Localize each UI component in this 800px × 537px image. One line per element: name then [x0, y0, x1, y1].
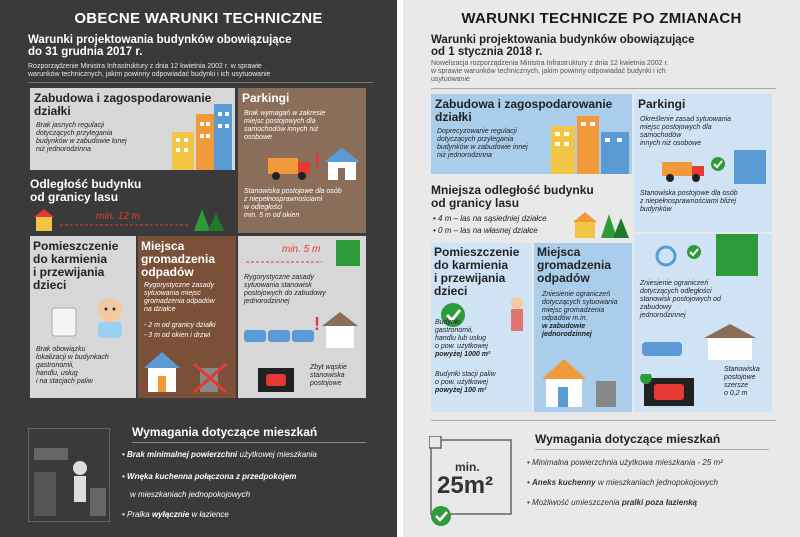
right-karmienia-heading-4: dzieci [434, 284, 468, 298]
left-parkingi-text-2: miejsc postojowych dla [244, 118, 316, 125]
left-divider-top [28, 82, 373, 83]
right-odpady-text-5: w zabudowie [542, 323, 586, 330]
left-regulation-1: Rozporządzenie Ministra Infrastruktury z dnia 12 kwietnia 2002 r. w sprawie [28, 63, 262, 70]
right-odpady-heading-2: gromadzenia [537, 258, 612, 272]
left-parking2-text-2: sytuowania stanowisk [244, 282, 312, 289]
right-parkingi-text-1: Określenie zasad sytuowania [640, 116, 732, 123]
right-parking2-text2-3: szersze [724, 382, 749, 389]
left-parking2-text-4: jednorodzinnej [244, 298, 290, 305]
baby-icon [50, 294, 134, 344]
right-regulation-2: w sprawie warunków technicznych, jakim powinny odpowiadać budynki i ich [431, 68, 666, 75]
right-odpady-heading-1: Miejsca [537, 245, 581, 259]
right-mieszkania-bullet-3: • Możliwość umieszczenia pralki poza łazienką [527, 498, 697, 507]
right-karmienia-text-2: gastronomii, [435, 327, 474, 334]
right-parking2-text-2: dotyczących odległości [640, 288, 712, 295]
apartment-icon [28, 428, 110, 522]
narrow-car-icon [258, 368, 294, 392]
left-mieszkania-divider [132, 442, 366, 443]
left-karmienia-heading-3: i przewijania [33, 265, 105, 279]
right-karmienia-text2-3: powyżej 100 m² [435, 387, 487, 394]
right-odpady-text-1: Zniesienie ograniczeń [542, 291, 611, 298]
right-zabudowa-text-3: budynków w zabudowie innej [437, 144, 528, 151]
left-parking2-distance: min. 5 m [282, 244, 321, 255]
left-karmienia-text-1: Brak obowiązku [36, 346, 86, 353]
left-parkingi-heading: Parkingi [242, 91, 290, 105]
right-las-bullet-2: • 0 m – las na własnej działce [433, 226, 538, 235]
right-title: WARUNKI TECHNICZE PO ZMIANACH [461, 10, 742, 27]
left-parkingi-text2-3: w odległości [244, 204, 283, 211]
right-parking2-text-5: jednorodzinnej [640, 312, 686, 319]
right-karmienia-text-3: handlu lub usług [435, 335, 486, 342]
left-mieszkania-bullet-1: • Brak minimalnej powierzchni użytkowej mieszkania [122, 450, 317, 459]
right-divider-bottom [431, 420, 776, 421]
right-karmienia-heading-1: Pomieszczenie [434, 245, 520, 259]
right-parking2-text2-4: o 0,2 m [724, 390, 748, 397]
left-mieszkania-heading: Wymagania dotyczące mieszkań [132, 425, 318, 439]
right-karmienia-heading-3: i przewijania [434, 271, 506, 285]
right-odpady-box [534, 243, 632, 412]
right-panel [403, 0, 800, 537]
left-mieszkania-bullet-3: w mieszkaniach jednopokojowych [130, 490, 251, 499]
svg-text:!: ! [314, 151, 321, 173]
left-subtitle-2: do 31 grudnia 2017 r. [28, 46, 143, 58]
right-zabudowa-text-1: Doprecyzowanie regulacji [437, 128, 517, 135]
truck-check-icon [660, 146, 768, 186]
right-parkingi-text2-1: Stanowiska postojowe dla osób [640, 190, 738, 197]
left-karmienia-heading-1: Pomieszczenie [33, 239, 119, 253]
wide-car-icon [640, 374, 698, 408]
left-las-heading-2: od granicy lasu [30, 190, 119, 204]
left-karmienia-heading-4: dzieci [33, 278, 67, 292]
left-karmienia-text-4: handlu, usług [36, 370, 78, 377]
left-odpady-text-1: Rygorystyczne zasady [144, 282, 215, 289]
right-mieszkania-divider [535, 449, 769, 450]
right-parking2-text-1: Zniesienie ograniczeń [640, 280, 709, 287]
left-zabudowa-text-3: budynków w zabudowie lonej [36, 138, 127, 145]
buildings-icon [170, 104, 234, 170]
right-zabudowa-heading-2: działki [435, 110, 472, 124]
left-parkingi-text-3: samochodów innych niż [244, 126, 319, 133]
right-parking2-text2-1: Stanowiska [724, 366, 760, 373]
right-parking2-box [634, 234, 772, 412]
right-regulation-1: Nowelizacja rozporządzenia Ministra Infrastruktury z dnia 12 kwietnia 2002 r. [431, 60, 669, 67]
left-odpady-heading-3: odpadów [141, 265, 194, 279]
left-zabudowa-heading-2: działki [34, 104, 71, 118]
cars-house-icon [242, 310, 362, 350]
house-bin-icon [142, 348, 232, 394]
left-zabudowa-text-2: dotyczących przylegania [36, 130, 113, 137]
left-las-heading-1: Odległość budynku [30, 177, 142, 191]
left-parking2-text2-3: postojowe [310, 380, 342, 387]
right-mieszkania-bullet-2: • Aneks kuchenny w mieszkaniach jednopokojowych [527, 478, 718, 487]
left-odpady-text-3: gromadzenia odpadów [144, 298, 215, 305]
right-mieszkania-heading: Wymagania dotyczące mieszkań [535, 432, 721, 446]
truck-house-icon [266, 140, 362, 184]
right-parkingi-text2-2: z niepełnosprawnościami bliżej [640, 198, 737, 205]
right-odpady-text-2: dotyczących sytuowania [542, 299, 618, 306]
right-karmienia-text-1: Budynki [435, 319, 460, 326]
left-parkingi-text2-1: Stanowiska postojowe dla osób [244, 188, 342, 195]
right-subtitle-1: Warunki projektowania budynków obowiązujące [431, 34, 695, 46]
right-zabudowa-box [431, 94, 632, 174]
wheelchair-building-icon [654, 234, 766, 276]
left-odpady-heading-1: Miejsca [141, 239, 185, 253]
left-parkingi-box [238, 88, 366, 233]
area-badge-min: min. [455, 460, 480, 474]
right-parkingi-text-2: miejsc postojowych dla [640, 124, 712, 131]
left-regulation-2: warunków technicznych, jakim powinny odpowiadać budynki i ich usytuowanie [28, 71, 271, 78]
area-badge-value: 25m² [437, 472, 494, 499]
right-parkingi-text-3: samochodów [640, 132, 682, 139]
left-las-distance: min. 12 m [96, 211, 140, 222]
left-zabudowa-text-1: Brak jasnych regulacji [36, 122, 105, 129]
left-parking2-text2-2: stanowiska [310, 372, 345, 379]
right-las-heading-2: od granicy lasu [431, 196, 520, 210]
left-parkingi-text-1: Brak wymagań w zakresie [244, 110, 326, 117]
house-forest-icon [571, 208, 629, 240]
left-subtitle-1: Warunki projektowania budynków obowiązujące [28, 34, 292, 46]
right-zabudowa-text-2: dotyczących przylegania [437, 136, 514, 143]
right-parkingi-text-4: innych niż osobowe [640, 140, 702, 147]
right-parking2-text-4: zabudowy [640, 304, 672, 311]
left-parkingi-text-4: osobowe [244, 134, 273, 141]
left-karmienia-text-5: i na stacjach paliw [36, 378, 93, 385]
house-bin-icon [540, 355, 630, 409]
car-house-icon [638, 322, 768, 362]
svg-text:!: ! [314, 314, 320, 334]
left-karmienia-text-2: lokalizacji w budynkach [36, 354, 109, 361]
left-odpady-text-2: sytuowania miejsc [144, 290, 201, 297]
right-karmienia-box [431, 243, 532, 412]
right-las-bullet-1: • 4 m – las na sąsiedniej działce [433, 214, 547, 223]
right-regulation-3: usytuowanie [431, 76, 470, 83]
left-title: OBECNE WARUNKI TECHNICZNE [74, 10, 323, 27]
left-parking2-text-3: postojowych do zabudowy [244, 290, 326, 297]
right-mieszkania-bullet-1: • Minimalna powierzchnia użytkowa mieszkania - 25 m² [527, 458, 723, 467]
left-odpady-dist-1: - 2 m od granicy działki [144, 322, 216, 329]
left-mieszkania-bullet-2: • Wnęka kuchenna połączona z przedpokojem [122, 472, 297, 481]
right-parking2-text-3: stanowisk postojowych od [640, 296, 721, 303]
left-odpady-text-4: na działce [144, 306, 176, 313]
left-zabudowa-heading-1: Zabudowa i zagospodarowanie [34, 91, 212, 105]
left-karmienia-text-3: gastronomii, [36, 362, 75, 369]
buildings-icon [549, 108, 631, 174]
distance-arrow-icon [242, 240, 364, 266]
right-zabudowa-heading-1: Zabudowa i zagospodarowanie [435, 97, 613, 111]
right-odpady-text-6: jednorodzinnej [542, 331, 592, 338]
left-parking2-box [238, 236, 366, 398]
left-panel [0, 0, 397, 537]
right-karmienia-text2-2: o pow. użytkowej [435, 379, 488, 386]
right-subtitle-2: od 1 stycznia 2018 r. [431, 46, 543, 58]
right-karmienia-text2-1: Budynki stacji paliw [435, 371, 496, 378]
left-zabudowa-box [30, 88, 235, 170]
right-odpady-heading-3: odpadów [537, 271, 590, 285]
right-zabudowa-text-4: niż jednorodzinna [437, 152, 492, 159]
left-zabudowa-text-4: niż jednorodzinna [36, 146, 91, 153]
left-parkingi-text2-4: min. 5 m od okien [244, 212, 300, 219]
left-odpady-box [138, 236, 236, 398]
left-parking2-text-1: Rygorystyczne zasady [244, 274, 315, 281]
right-karmienia-text-4: o pow. użytkowej [435, 343, 488, 350]
right-parkingi-text2-3: budynków [640, 206, 672, 213]
left-odpady-dist-2: - 3 m od okien i drzwi [144, 332, 211, 339]
left-parkingi-text2-2: z niepełnosprawnościami [244, 196, 323, 203]
left-karmienia-heading-2: do karmienia [33, 252, 108, 266]
left-karmienia-box [30, 236, 136, 398]
right-karmienia-heading-2: do karmienia [434, 258, 509, 272]
right-odpady-text-3: miejsc gromadzenia [542, 307, 605, 314]
right-parkingi-heading: Parkingi [638, 97, 686, 111]
right-odpady-text-4: odpadów m.in. [542, 315, 588, 322]
right-divider-top [431, 88, 776, 89]
right-parkingi-box [634, 94, 772, 232]
right-karmienia-text-5: powyżej 1000 m² [435, 351, 491, 358]
left-parking2-text2-1: Zbyt wąskie [310, 364, 347, 371]
right-parking2-text2-2: postojowe [724, 374, 756, 381]
left-mieszkania-bullet-4: • Pralka wyłącznie w łazience [122, 510, 229, 519]
right-las-heading-1: Mniejsza odległość budynku [431, 183, 594, 197]
left-odpady-heading-2: gromadzenia [141, 252, 216, 266]
